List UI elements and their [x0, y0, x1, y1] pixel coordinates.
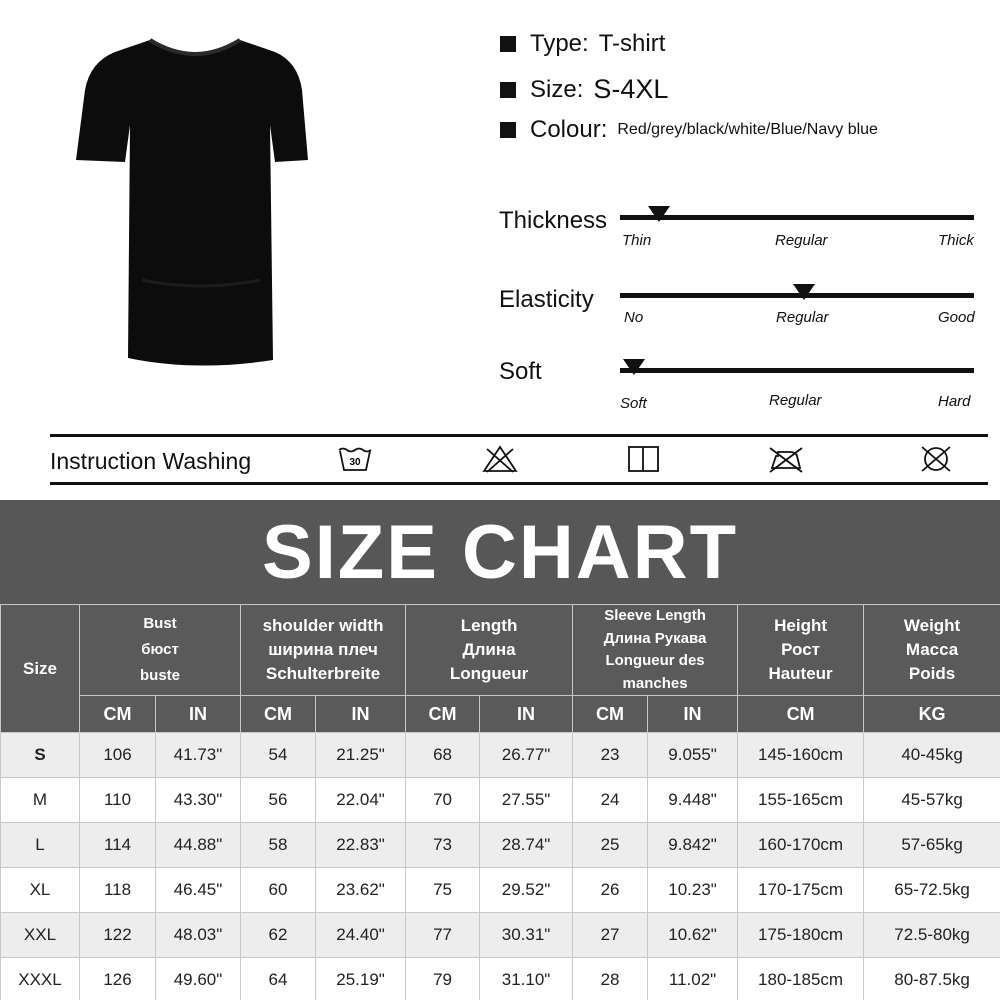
scale-tick-low: Thin — [622, 232, 652, 249]
size-cell: M — [1, 778, 80, 823]
bullet — [500, 122, 516, 138]
wash-30-icon — [337, 444, 373, 474]
table-cell: 9.448" — [648, 778, 738, 823]
scale-tick-high: Hard — [938, 393, 971, 410]
table-cell: 60 — [241, 868, 316, 913]
table-cell: 49.60" — [156, 958, 241, 1000]
table-row — [1, 778, 1000, 823]
table-cell: 24 — [573, 778, 648, 823]
colour-label: Colour: — [530, 116, 608, 143]
table-row — [1, 958, 1000, 1000]
scale-tick-mid: Regular — [775, 232, 828, 249]
table-cell: 48.03" — [156, 913, 241, 958]
table-row — [1, 733, 1000, 778]
no-dry-clean-icon — [918, 444, 954, 474]
table-cell: 46.45" — [156, 868, 241, 913]
table-cell: 10.62" — [648, 913, 738, 958]
table-cell: 21.25" — [316, 733, 406, 778]
type-value: T-shirt — [598, 30, 666, 57]
scale-tick-high: Thick — [938, 232, 974, 249]
bullet — [500, 82, 516, 98]
table-cell: 23 — [573, 733, 648, 778]
table-row — [1, 913, 1000, 958]
table-cell: 25.19" — [316, 958, 406, 1000]
table-cell: 75 — [406, 868, 480, 913]
table-cell: 72.5-80kg — [864, 913, 1000, 958]
table-cell: 26 — [573, 868, 648, 913]
table-cell: 110 — [80, 778, 156, 823]
size-cell: L — [1, 823, 80, 868]
table-cell: 54 — [241, 733, 316, 778]
unit-header: IN — [316, 696, 406, 733]
table-row — [1, 823, 1000, 868]
table-cell: 79 — [406, 958, 480, 1000]
divider — [50, 482, 988, 485]
unit-header: IN — [156, 696, 241, 733]
header-bust: Bust бюст buste — [80, 605, 241, 696]
spec-type — [500, 30, 665, 58]
table-cell: 56 — [241, 778, 316, 823]
table-cell: 9.055" — [648, 733, 738, 778]
no-bleach-icon — [482, 444, 518, 474]
unit-header: IN — [480, 696, 573, 733]
header-weight: Weight Масса Poids — [864, 605, 1000, 696]
no-iron-icon — [768, 444, 804, 474]
table-cell: 68 — [406, 733, 480, 778]
table-cell: 122 — [80, 913, 156, 958]
washing-label: Instruction Washing — [50, 448, 252, 474]
scale-tick-low: No — [624, 309, 644, 326]
table-cell: 73 — [406, 823, 480, 868]
scale-tick-high: Good — [938, 309, 975, 326]
table-cell: 40-45kg — [864, 733, 1000, 778]
header-shoulder: shoulder width ширина плеч Schulterbreite — [241, 605, 406, 696]
size-cell: XXXL — [1, 958, 80, 1000]
table-cell: 58 — [241, 823, 316, 868]
black-tshirt-image — [70, 30, 320, 370]
table-cell: 65-72.5kg — [864, 868, 1000, 913]
scale-marker — [623, 359, 645, 375]
table-cell: 145-160cm — [738, 733, 864, 778]
table-cell: 45-57kg — [864, 778, 1000, 823]
table-cell: 41.73" — [156, 733, 241, 778]
table-cell: 175-180cm — [738, 913, 864, 958]
unit-header: CM — [80, 696, 156, 733]
table-cell: 27.55" — [480, 778, 573, 823]
table-cell: 64 — [241, 958, 316, 1000]
table-cell: 106 — [80, 733, 156, 778]
table-cell: 77 — [406, 913, 480, 958]
table-cell: 180-185cm — [738, 958, 864, 1000]
table-cell: 9.842" — [648, 823, 738, 868]
line-dry-icon — [626, 444, 662, 474]
divider — [50, 434, 988, 437]
table-cell: 170-175cm — [738, 868, 864, 913]
scale-label: Elasticity — [499, 286, 594, 313]
scale-marker — [648, 206, 670, 222]
scale-tick-low: Soft — [620, 395, 647, 412]
bullet — [500, 36, 516, 52]
table-cell: 31.10" — [480, 958, 573, 1000]
table-row — [1, 868, 1000, 913]
table-cell: 27 — [573, 913, 648, 958]
unit-header: KG — [864, 696, 1000, 733]
unit-header: IN — [648, 696, 738, 733]
table-cell: 160-170cm — [738, 823, 864, 868]
table-cell: 126 — [80, 958, 156, 1000]
scale-tick-mid: Regular — [769, 392, 822, 409]
header-height: Height Рост Hauteur — [738, 605, 864, 696]
unit-header: CM — [573, 696, 648, 733]
unit-header: CM — [738, 696, 864, 733]
header-size: Size — [1, 605, 80, 733]
table-cell: 70 — [406, 778, 480, 823]
scale-line — [620, 215, 974, 220]
size-cell: S — [1, 733, 80, 778]
spec-colour — [500, 116, 878, 144]
table-cell: 80-87.5kg — [864, 958, 1000, 1000]
table-cell: 118 — [80, 868, 156, 913]
size-label: Size: — [530, 75, 584, 103]
table-cell: 28 — [573, 958, 648, 1000]
table-cell: 44.88" — [156, 823, 241, 868]
scale-tick-mid: Regular — [776, 309, 829, 326]
scale-label: Thickness — [499, 207, 608, 234]
size-value: S-4XL — [593, 74, 669, 104]
scale-marker — [793, 284, 815, 300]
size-cell: XXL — [1, 913, 80, 958]
size-chart-header — [0, 500, 1000, 604]
table-cell: 30.31" — [480, 913, 573, 958]
wash-temp: 30 — [349, 457, 361, 468]
table-cell: 114 — [80, 823, 156, 868]
colour-value: Red/grey/black/white/Blue/Navy blue — [617, 121, 878, 138]
spec-size — [500, 74, 668, 105]
header-length: Length Длина Longueur — [406, 605, 573, 696]
size-chart-title: SIZE CHART — [262, 509, 738, 595]
scale-line — [620, 368, 974, 373]
header-sleeve: Sleeve Length Длина Рукава Longueur des manches — [573, 605, 738, 696]
table-cell: 24.40" — [316, 913, 406, 958]
table-cell: 10.23" — [648, 868, 738, 913]
table-cell: 155-165cm — [738, 778, 864, 823]
table-cell: 62 — [241, 913, 316, 958]
table-cell: 57-65kg — [864, 823, 1000, 868]
unit-header: CM — [406, 696, 480, 733]
table-cell: 23.62" — [316, 868, 406, 913]
unit-header: CM — [241, 696, 316, 733]
scale-label: Soft — [499, 358, 542, 385]
size-cell: XL — [1, 868, 80, 913]
table-cell: 29.52" — [480, 868, 573, 913]
table-cell: 22.04" — [316, 778, 406, 823]
table-cell: 11.02" — [648, 958, 738, 1000]
table-cell: 26.77" — [480, 733, 573, 778]
table-cell: 22.83" — [316, 823, 406, 868]
table-cell: 43.30" — [156, 778, 241, 823]
table-cell: 25 — [573, 823, 648, 868]
size-chart-table — [0, 604, 1000, 1000]
table-cell: 28.74" — [480, 823, 573, 868]
type-label: Type: — [530, 30, 589, 57]
